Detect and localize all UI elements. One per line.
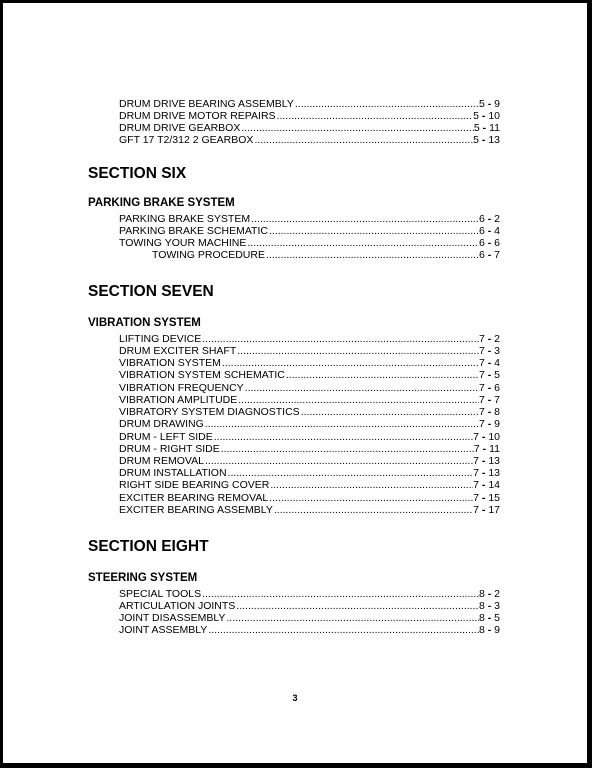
toc-entry: EXCITER BEARING ASSEMBLY ..... 7 - 17 xyxy=(119,504,500,516)
toc-entry: DRUM DRIVE MOTOR REPAIRS ..... 5 - 10 xyxy=(119,110,500,122)
toc-entry: VIBRATION SYSTEM SCHEMATIC ..... 7 - 5 xyxy=(119,369,500,381)
toc-subentry: TOWING PROCEDURE ..... 6 - 7 xyxy=(152,249,500,261)
toc-entry: DRUM DRIVE GEARBOX ..... 5 - 11 xyxy=(119,122,500,134)
toc-entry: DRUM - LEFT SIDE ..... 7 - 10 xyxy=(119,431,500,443)
toc-entry: SPECIAL TOOLS ..... 8 - 2 xyxy=(119,588,500,600)
toc-entry: VIBRATION SYSTEM ..... 7 - 4 xyxy=(119,357,500,369)
subsection-heading: PARKING BRAKE SYSTEM xyxy=(88,197,235,209)
section-heading: SECTION SEVEN xyxy=(88,283,214,300)
subsection-heading: STEERING SYSTEM xyxy=(88,572,198,584)
toc-entry: DRUM REMOVAL ..... 7 - 13 xyxy=(119,455,500,467)
toc-entry: PARKING BRAKE SCHEMATIC ..... 6 - 4 xyxy=(119,225,500,237)
toc-entry: GFT 17 T2/312 2 GEARBOX ..... 5 - 13 xyxy=(119,134,500,146)
toc-entry: DRUM DRAWING ..... 7 - 9 xyxy=(119,418,500,430)
toc-entry: JOINT ASSEMBLY ..... 8 - 9 xyxy=(119,624,500,636)
toc-entry: DRUM INSTALLATION ..... 7 - 13 xyxy=(119,467,500,479)
section-heading: SECTION EIGHT xyxy=(88,538,209,555)
toc-entry: VIBRATORY SYSTEM DIAGNOSTICS ..... 7 - 8 xyxy=(119,406,500,418)
section-heading: SECTION SIX xyxy=(88,165,187,182)
page-number: 3 xyxy=(292,693,298,703)
toc-entry: ARTICULATION JOINTS ..... 8 - 3 xyxy=(119,600,500,612)
toc-entry: JOINT DISASSEMBLY ..... 8 - 5 xyxy=(119,612,500,624)
toc-entry: PARKING BRAKE SYSTEM ..... 6 - 2 xyxy=(119,213,500,225)
toc-entry: DRUM EXCITER SHAFT ..... 7 - 3 xyxy=(119,345,500,357)
toc-entry: LIFTING DEVICE ..... 7 - 2 xyxy=(119,333,500,345)
toc-entry: EXCITER BEARING REMOVAL ..... 7 - 15 xyxy=(119,492,500,504)
toc-entry: RIGHT SIDE BEARING COVER ..... 7 - 14 xyxy=(119,479,500,491)
toc-entry: TOWING YOUR MACHINE ..... 6 - 6 xyxy=(119,237,500,249)
toc-entry: DRUM DRIVE BEARING ASSEMBLY ..... 5 - 9 xyxy=(119,98,500,110)
toc-entry: DRUM - RIGHT SIDE ..... 7 - 11 xyxy=(119,443,500,455)
document-page xyxy=(3,3,587,763)
toc-entry: VIBRATION FREQUENCY ..... 7 - 6 xyxy=(119,382,500,394)
toc-entry: VIBRATION AMPLITUDE ..... 7 - 7 xyxy=(119,394,500,406)
subsection-heading: VIBRATION SYSTEM xyxy=(88,317,201,329)
